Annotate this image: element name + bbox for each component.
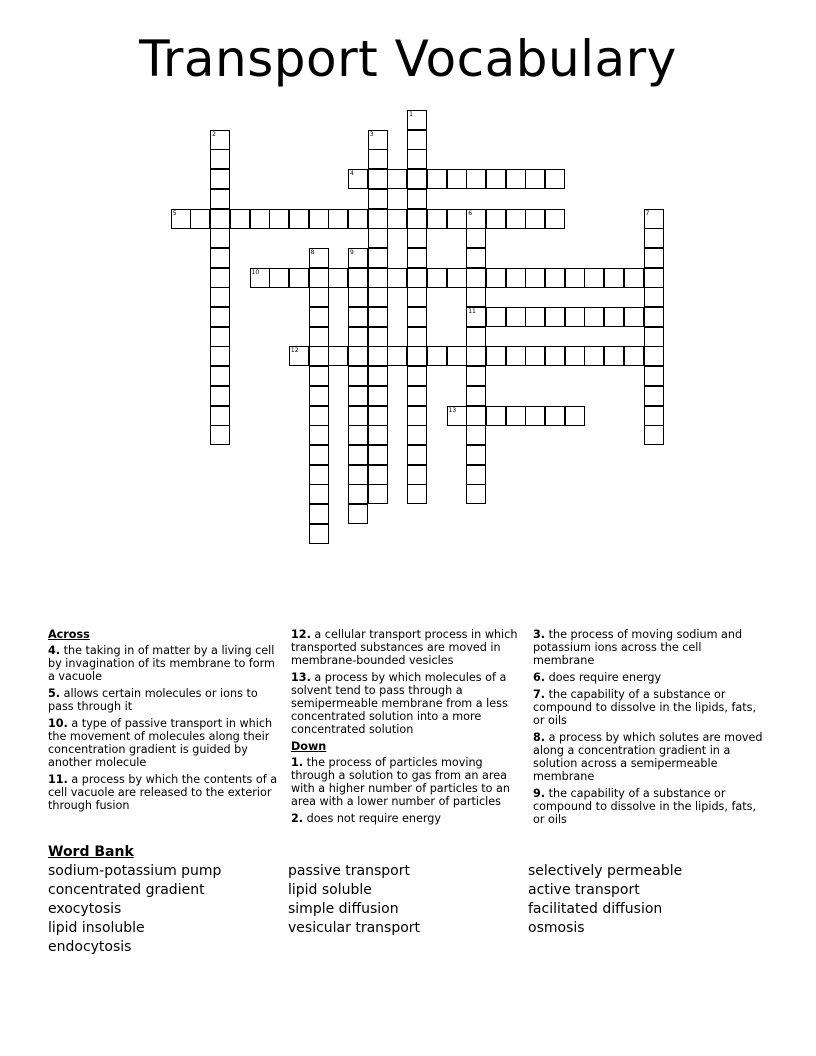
grid-cell[interactable] bbox=[466, 228, 486, 248]
clue-across-10 bbox=[48, 717, 280, 769]
cell-number: 12 bbox=[290, 347, 299, 355]
word-bank-heading: Word Bank bbox=[48, 844, 134, 860]
grid-cell[interactable] bbox=[427, 209, 447, 229]
grid-cell[interactable] bbox=[250, 209, 270, 229]
grid-cell[interactable] bbox=[525, 307, 545, 327]
clue-number: 6. bbox=[533, 671, 546, 684]
word-bank-item: endocytosis bbox=[48, 939, 132, 955]
grid-cell[interactable] bbox=[466, 484, 486, 504]
grid-cell[interactable] bbox=[407, 425, 427, 445]
grid-cell[interactable] bbox=[545, 268, 565, 288]
cell-number: 6 bbox=[468, 209, 473, 217]
grid-cell[interactable] bbox=[230, 209, 250, 229]
grid-cell[interactable] bbox=[309, 406, 329, 426]
grid-cell[interactable] bbox=[407, 465, 427, 485]
clue-text: a process by which molecules of a solvent tend to pass through a semipermeable membrane from a less concentrated solution into a more concentrated solution bbox=[291, 671, 508, 736]
grid-cell[interactable] bbox=[407, 484, 427, 504]
grid-cell[interactable] bbox=[604, 268, 624, 288]
grid-cell[interactable] bbox=[545, 307, 565, 327]
grid-cell[interactable] bbox=[348, 366, 368, 386]
grid-cell[interactable] bbox=[348, 268, 368, 288]
grid-cell[interactable] bbox=[644, 228, 664, 248]
down-heading: Down bbox=[291, 740, 327, 753]
grid-cell[interactable] bbox=[506, 346, 526, 366]
clue-number: 12. bbox=[291, 628, 311, 641]
grid-cell[interactable] bbox=[348, 287, 368, 307]
grid-cell[interactable] bbox=[368, 406, 388, 426]
grid-cell[interactable] bbox=[486, 406, 506, 426]
grid-cell[interactable] bbox=[604, 307, 624, 327]
grid-cell[interactable] bbox=[407, 209, 427, 229]
clue-text: a cellular transport process in which transported substances are moved in membrane-bounded vesicles bbox=[291, 628, 518, 667]
grid-cell[interactable] bbox=[565, 268, 585, 288]
grid-cell[interactable] bbox=[466, 445, 486, 465]
grid-cell[interactable] bbox=[525, 346, 545, 366]
grid-cell[interactable] bbox=[348, 425, 368, 445]
grid-cell[interactable] bbox=[427, 268, 447, 288]
grid-cell[interactable] bbox=[348, 327, 368, 347]
grid-cell[interactable] bbox=[644, 268, 664, 288]
grid-cell[interactable] bbox=[328, 268, 348, 288]
grid-cell[interactable] bbox=[407, 287, 427, 307]
grid-cell[interactable] bbox=[506, 307, 526, 327]
clue-down-6 bbox=[533, 671, 765, 684]
grid-cell[interactable] bbox=[210, 346, 230, 366]
grid-cell[interactable] bbox=[466, 346, 486, 366]
grid-cell[interactable] bbox=[171, 209, 191, 229]
clue-across-12 bbox=[291, 628, 523, 667]
word-bank-item: active transport bbox=[528, 882, 640, 898]
grid-cell[interactable] bbox=[644, 406, 664, 426]
clue-number: 9. bbox=[533, 787, 546, 800]
grid-cell[interactable] bbox=[447, 209, 467, 229]
grid-cell[interactable] bbox=[309, 327, 329, 347]
grid-cell[interactable] bbox=[545, 406, 565, 426]
page-title: Transport Vocabulary bbox=[139, 30, 677, 88]
grid-cell[interactable] bbox=[348, 406, 368, 426]
clue-text: does not require energy bbox=[306, 812, 442, 825]
clue-text: the taking in of matter by a living cell by invagination of its membrane to form a vacuole bbox=[48, 644, 275, 683]
grid-cell[interactable] bbox=[407, 445, 427, 465]
grid-cell[interactable] bbox=[309, 366, 329, 386]
cell-number: 1 bbox=[409, 111, 413, 118]
grid-cell[interactable] bbox=[210, 386, 230, 406]
grid-cell[interactable] bbox=[210, 287, 230, 307]
grid-cell[interactable] bbox=[644, 386, 664, 406]
grid-cell[interactable] bbox=[407, 386, 427, 406]
clue-text: a process by which solutes are moved along a concentration gradient in a solution across a semipermeable membrane bbox=[533, 731, 763, 783]
grid-cell[interactable] bbox=[584, 268, 604, 288]
grid-cell[interactable] bbox=[289, 209, 309, 229]
grid-cell[interactable] bbox=[348, 445, 368, 465]
grid-cell[interactable] bbox=[368, 484, 388, 504]
clue-number: 5. bbox=[48, 687, 61, 700]
grid-cell[interactable] bbox=[309, 287, 329, 307]
grid-cell[interactable] bbox=[309, 504, 329, 524]
grid-cell[interactable] bbox=[584, 346, 604, 366]
clue-number: 7. bbox=[533, 688, 546, 701]
clue-number: 11. bbox=[48, 773, 68, 786]
grid-cell[interactable] bbox=[545, 346, 565, 366]
grid-cell[interactable] bbox=[309, 484, 329, 504]
cell-number: 4 bbox=[350, 170, 354, 178]
grid-cell[interactable] bbox=[407, 248, 427, 268]
grid-cell[interactable] bbox=[466, 169, 486, 189]
cell-number: 3 bbox=[369, 130, 374, 138]
grid-cell[interactable] bbox=[210, 406, 230, 426]
grid-cell[interactable] bbox=[486, 169, 506, 189]
grid-cell[interactable] bbox=[368, 209, 388, 229]
grid-cell[interactable] bbox=[407, 228, 427, 248]
grid-cell[interactable] bbox=[466, 425, 486, 445]
grid-cell[interactable] bbox=[309, 268, 329, 288]
grid-cell[interactable] bbox=[210, 228, 230, 248]
clues-column-2 bbox=[291, 628, 523, 829]
grid-cell[interactable] bbox=[466, 248, 486, 268]
grid-cell[interactable] bbox=[525, 209, 545, 229]
grid-cell[interactable] bbox=[525, 406, 545, 426]
grid-cell[interactable] bbox=[545, 209, 565, 229]
word-bank-item: sodium-potassium pump bbox=[48, 863, 222, 879]
grid-cell[interactable] bbox=[289, 346, 309, 366]
word-bank-item: exocytosis bbox=[48, 901, 122, 917]
grid-cell[interactable] bbox=[368, 149, 388, 169]
word-bank-item: lipid soluble bbox=[288, 882, 372, 898]
grid-cell[interactable] bbox=[210, 307, 230, 327]
grid-cell[interactable] bbox=[387, 346, 407, 366]
clue-down-3 bbox=[533, 628, 765, 667]
grid-cell[interactable] bbox=[486, 209, 506, 229]
grid-cell[interactable] bbox=[506, 406, 526, 426]
grid-cell[interactable] bbox=[486, 346, 506, 366]
word-bank-item: simple diffusion bbox=[288, 901, 399, 917]
clue-text: the process of moving sodium and potassium ions across the cell membrane bbox=[533, 628, 743, 667]
grid-cell[interactable] bbox=[466, 465, 486, 485]
grid-cell[interactable] bbox=[466, 366, 486, 386]
grid-cell[interactable] bbox=[368, 445, 388, 465]
grid-cell[interactable] bbox=[368, 307, 388, 327]
clue-number: 3. bbox=[533, 628, 546, 641]
grid-cell[interactable] bbox=[407, 130, 427, 150]
grid-cell[interactable] bbox=[506, 209, 526, 229]
grid-cell[interactable] bbox=[309, 248, 329, 268]
grid-cell[interactable] bbox=[486, 307, 506, 327]
grid-cell[interactable] bbox=[309, 209, 329, 229]
word-bank-item: concentrated gradient bbox=[48, 882, 205, 898]
cell-number: 2 bbox=[212, 130, 216, 138]
across-heading: Across bbox=[48, 628, 90, 641]
grid-cell[interactable] bbox=[348, 484, 368, 504]
grid-cell[interactable] bbox=[584, 307, 604, 327]
grid-cell[interactable] bbox=[348, 504, 368, 524]
grid-cell[interactable] bbox=[407, 110, 427, 130]
grid-cell[interactable] bbox=[210, 130, 230, 150]
grid-cell[interactable] bbox=[407, 327, 427, 347]
grid-cell[interactable] bbox=[486, 268, 506, 288]
grid-cell[interactable] bbox=[407, 366, 427, 386]
word-bank-list bbox=[48, 862, 768, 972]
clue-across-13 bbox=[291, 671, 523, 736]
grid-cell[interactable] bbox=[565, 406, 585, 426]
grid-cell[interactable] bbox=[407, 149, 427, 169]
grid-cell[interactable] bbox=[250, 268, 270, 288]
clue-text: the process of particles moving through a solution to gas from an area with a higher number of particles to an area with a lower number of particles bbox=[291, 756, 511, 808]
clue-number: 4. bbox=[48, 644, 61, 657]
grid-cell[interactable] bbox=[407, 346, 427, 366]
grid-cell[interactable] bbox=[407, 406, 427, 426]
grid-cell[interactable] bbox=[466, 406, 486, 426]
clue-across-4 bbox=[48, 644, 280, 683]
grid-cell[interactable] bbox=[309, 445, 329, 465]
grid-cell[interactable] bbox=[190, 209, 210, 229]
grid-cell[interactable] bbox=[466, 307, 486, 327]
cell-number: 13 bbox=[448, 406, 457, 414]
grid-cell[interactable] bbox=[368, 465, 388, 485]
grid-cell[interactable] bbox=[624, 268, 644, 288]
grid-cell[interactable] bbox=[210, 268, 230, 288]
grid-cell[interactable] bbox=[644, 307, 664, 327]
grid-cell[interactable] bbox=[447, 169, 467, 189]
cell-number: 8 bbox=[310, 248, 315, 256]
clue-down-7 bbox=[533, 688, 765, 727]
clue-number: 10. bbox=[48, 717, 68, 730]
grid-cell[interactable] bbox=[368, 346, 388, 366]
grid-cell[interactable] bbox=[348, 386, 368, 406]
clues-column-3 bbox=[533, 628, 765, 830]
clue-across-5 bbox=[48, 687, 280, 713]
grid-cell[interactable] bbox=[368, 268, 388, 288]
grid-cell[interactable] bbox=[624, 307, 644, 327]
grid-cell[interactable] bbox=[309, 346, 329, 366]
grid-cell[interactable] bbox=[624, 346, 644, 366]
grid-cell[interactable] bbox=[447, 268, 467, 288]
grid-cell[interactable] bbox=[210, 248, 230, 268]
grid-cell[interactable] bbox=[387, 169, 407, 189]
clue-text: a process by which the contents of a cell vacuole are released to the exterior through fusion bbox=[48, 773, 278, 812]
grid-cell[interactable] bbox=[309, 465, 329, 485]
grid-cell[interactable] bbox=[210, 209, 230, 229]
grid-cell[interactable] bbox=[407, 169, 427, 189]
grid-cell[interactable] bbox=[466, 327, 486, 347]
clue-down-9 bbox=[533, 787, 765, 826]
clue-number: 13. bbox=[291, 671, 311, 684]
cell-number: 5 bbox=[172, 209, 177, 217]
grid-cell[interactable] bbox=[466, 386, 486, 406]
grid-cell[interactable] bbox=[387, 209, 407, 229]
grid-cell[interactable] bbox=[210, 149, 230, 169]
word-bank-item: facilitated diffusion bbox=[528, 901, 663, 917]
grid-cell[interactable] bbox=[604, 346, 624, 366]
grid-cell[interactable] bbox=[447, 406, 467, 426]
grid-cell[interactable] bbox=[506, 169, 526, 189]
cell-number: 11 bbox=[468, 308, 476, 315]
grid-cell[interactable] bbox=[309, 524, 329, 544]
grid-cell[interactable] bbox=[644, 346, 664, 366]
grid-cell[interactable] bbox=[447, 346, 467, 366]
clue-number: 2. bbox=[291, 812, 304, 825]
clue-number: 1. bbox=[291, 756, 304, 769]
grid-cell[interactable] bbox=[368, 189, 388, 209]
grid-cell[interactable] bbox=[644, 287, 664, 307]
grid-cell[interactable] bbox=[525, 268, 545, 288]
grid-cell[interactable] bbox=[466, 209, 486, 229]
cell-number: 7 bbox=[645, 209, 650, 217]
grid-cell[interactable] bbox=[328, 209, 348, 229]
grid-cell[interactable] bbox=[387, 268, 407, 288]
grid-cell[interactable] bbox=[565, 307, 585, 327]
grid-cell[interactable] bbox=[545, 169, 565, 189]
grid-cell[interactable] bbox=[565, 346, 585, 366]
grid-cell[interactable] bbox=[289, 268, 309, 288]
cell-number: 10 bbox=[251, 268, 260, 276]
grid-cell[interactable] bbox=[210, 169, 230, 189]
clue-down-8 bbox=[533, 731, 765, 783]
word-bank-item: osmosis bbox=[528, 920, 585, 936]
clue-text: does require energy bbox=[548, 671, 662, 684]
grid-cell[interactable] bbox=[348, 169, 368, 189]
grid-cell[interactable] bbox=[644, 425, 664, 445]
grid-cell[interactable] bbox=[309, 386, 329, 406]
word-bank-item: passive transport bbox=[288, 863, 410, 879]
cell-number: 9 bbox=[350, 248, 354, 256]
grid-cell[interactable] bbox=[368, 248, 388, 268]
grid-cell[interactable] bbox=[427, 346, 447, 366]
grid-cell[interactable] bbox=[328, 346, 348, 366]
grid-cell[interactable] bbox=[210, 189, 230, 209]
grid-cell[interactable] bbox=[407, 307, 427, 327]
clue-across-11 bbox=[48, 773, 280, 812]
grid-cell[interactable] bbox=[368, 228, 388, 248]
clue-text: the capability of a substance or compound to dissolve in the lipids, fats, or oils bbox=[533, 688, 757, 727]
clue-text: allows certain molecules or ions to pass through it bbox=[48, 687, 258, 713]
grid-cell[interactable] bbox=[348, 248, 368, 268]
word-bank-item: vesicular transport bbox=[288, 920, 421, 936]
grid-cell[interactable] bbox=[466, 287, 486, 307]
grid-cell[interactable] bbox=[269, 268, 289, 288]
grid-cell[interactable] bbox=[407, 268, 427, 288]
grid-cell[interactable] bbox=[644, 327, 664, 347]
grid-cell[interactable] bbox=[348, 209, 368, 229]
grid-cell[interactable] bbox=[368, 327, 388, 347]
grid-cell[interactable] bbox=[309, 307, 329, 327]
grid-cell[interactable] bbox=[644, 209, 664, 229]
grid-cell[interactable] bbox=[506, 268, 526, 288]
grid-cell[interactable] bbox=[368, 130, 388, 150]
clue-down-1 bbox=[291, 756, 523, 808]
clue-down-2 bbox=[291, 812, 523, 825]
grid-cell[interactable] bbox=[210, 425, 230, 445]
grid-cell[interactable] bbox=[525, 169, 545, 189]
grid-cell[interactable] bbox=[368, 366, 388, 386]
grid-cell[interactable] bbox=[466, 268, 486, 288]
clues-column-1 bbox=[48, 628, 280, 816]
grid-cell[interactable] bbox=[427, 169, 447, 189]
grid-cell[interactable] bbox=[309, 425, 329, 445]
grid-cell[interactable] bbox=[348, 465, 368, 485]
grid-cell[interactable] bbox=[644, 366, 664, 386]
grid-cell[interactable] bbox=[368, 386, 388, 406]
grid-cell[interactable] bbox=[348, 346, 368, 366]
clue-text: a type of passive transport in which the movement of molecules along their concentration gradient is guided by another molecule bbox=[48, 717, 273, 769]
grid-cell[interactable] bbox=[210, 327, 230, 347]
grid-cell[interactable] bbox=[269, 209, 289, 229]
grid-cell[interactable] bbox=[348, 307, 368, 327]
grid-cell[interactable] bbox=[368, 425, 388, 445]
grid-cell[interactable] bbox=[644, 248, 664, 268]
grid-cell[interactable] bbox=[368, 169, 388, 189]
grid-cell[interactable] bbox=[407, 189, 427, 209]
clue-number: 8. bbox=[533, 731, 546, 744]
grid-cell[interactable] bbox=[368, 287, 388, 307]
word-bank-item: lipid insoluble bbox=[48, 920, 145, 936]
clue-text: the capability of a substance or compound to dissolve in the lipids, fats, or oils bbox=[533, 787, 757, 826]
grid-cell[interactable] bbox=[210, 366, 230, 386]
word-bank bbox=[48, 844, 768, 972]
word-bank-item: selectively permeable bbox=[528, 863, 683, 879]
